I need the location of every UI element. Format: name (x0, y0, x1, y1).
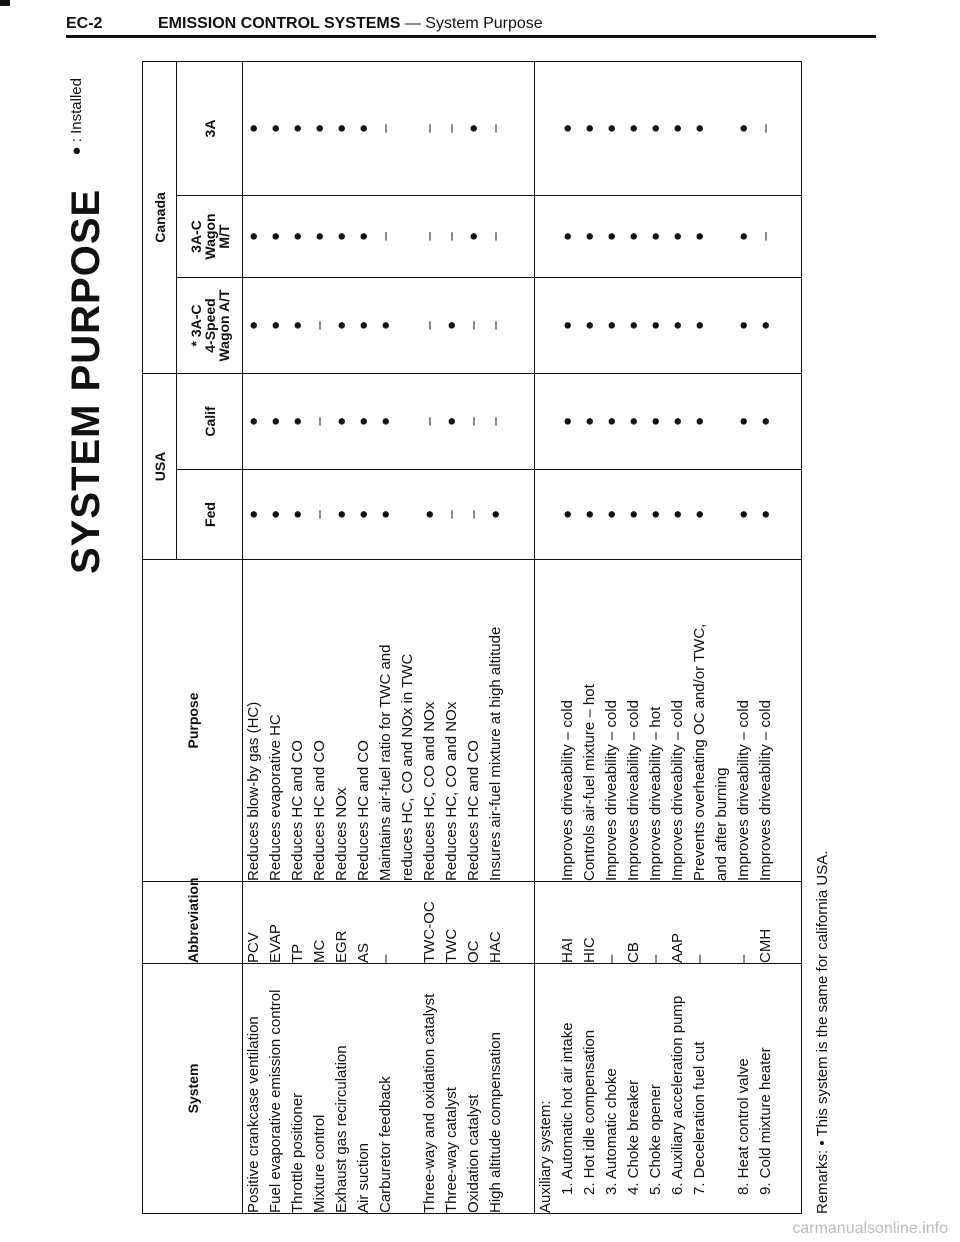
mark: ● (690, 509, 708, 520)
mark: – (421, 232, 438, 241)
purpose: reduces HC, CO and NOx in TWC (399, 653, 416, 881)
mark: ● (333, 509, 350, 520)
mark: ● (355, 509, 372, 520)
mark: ● (377, 320, 394, 331)
abbr: OC (465, 940, 482, 963)
sys-blank (711, 964, 733, 1213)
col-c2-line3: M/T (215, 224, 232, 249)
spacer (535, 374, 557, 469)
mark (397, 278, 419, 373)
mark: – (311, 510, 328, 519)
sys-choke: 3. Automatic choke (602, 1068, 620, 1195)
mark: ● (245, 416, 262, 427)
purpose: Reduces NOx (333, 787, 350, 881)
mark: ● (465, 231, 482, 242)
mark: ● (646, 320, 664, 331)
mark: – (487, 232, 504, 241)
mark: ● (602, 231, 620, 242)
mark (397, 196, 419, 277)
abbr: PCV (245, 932, 262, 963)
mark: – (443, 510, 460, 519)
mark: – (443, 124, 460, 133)
mark: – (421, 321, 438, 330)
col-c1-line1: * 3A-C (187, 304, 204, 347)
mark: ● (289, 231, 306, 242)
corner-mark (0, 0, 10, 6)
purpose: Improves driveability – cold (558, 700, 576, 881)
mark: ● (668, 416, 686, 427)
mark: – (465, 417, 482, 426)
sys-pcv: Positive crankcase ventilation (245, 1016, 262, 1213)
header-title-sub: System Purpose (425, 15, 543, 32)
mark: ● (624, 509, 642, 520)
mark: ● (734, 320, 752, 331)
abbr: MC (311, 939, 328, 963)
remarks: Remarks: • This system is the same for california USA. (814, 850, 831, 1214)
purpose: Reduces HC, CO and NOx (443, 701, 460, 881)
mark (711, 374, 733, 469)
purpose: Improves driveability – cold (756, 700, 774, 881)
installed-dot-icon: ● (68, 146, 85, 156)
sys-evap: Fuel evaporative emission control (267, 989, 284, 1213)
col-fed: Fed (177, 470, 243, 560)
mark (711, 278, 733, 373)
sec2-fed (534, 470, 801, 560)
mark: ● (443, 320, 460, 331)
mark: ● (311, 123, 328, 134)
abbr: – (690, 954, 708, 963)
mark: – (487, 417, 504, 426)
abbr (711, 882, 733, 963)
mark: ● (668, 123, 686, 134)
mark: ● (580, 231, 598, 242)
sys-feedback: Carburetor feedback (377, 1076, 394, 1213)
col-system: System (143, 964, 243, 1214)
sec1-purpose (243, 560, 535, 882)
sys-heat: 8. Heat control valve (734, 1058, 752, 1195)
mark: ● (668, 320, 686, 331)
sec2-canada-c3 (534, 61, 801, 195)
purpose: Improves driveability – cold (624, 700, 642, 881)
mark: ● (756, 416, 774, 427)
system-purpose-table (142, 61, 802, 1214)
col-c2-line2: Wagon (201, 213, 218, 260)
purpose: Reduces HC and CO (289, 740, 306, 881)
mark: ● (668, 231, 686, 242)
abbr: TWC-OC (421, 901, 438, 963)
mark (711, 470, 733, 559)
mark: ● (355, 231, 372, 242)
abbr: HAC (487, 931, 504, 963)
mark: ● (734, 509, 752, 520)
col-purpose: Purpose (143, 560, 243, 882)
mark: – (465, 321, 482, 330)
sys-as: Air suction (355, 1142, 372, 1213)
mark: ● (624, 320, 642, 331)
page-title: SYSTEM PURPOSE (64, 188, 108, 574)
sec1-canada-c2 (243, 196, 535, 278)
sys-mc: Mixture control (311, 1114, 328, 1213)
mark: – (487, 321, 504, 330)
sec2-purpose (534, 560, 801, 882)
header-title (158, 15, 543, 33)
purpose: Controls air-fuel mixture – hot (580, 684, 598, 881)
purpose: Reduces HC, CO and NOx (421, 701, 438, 881)
purpose: Improves driveability – cold (602, 700, 620, 881)
col-c2-line1: 3A-C (187, 220, 204, 253)
purpose: Improves driveability – cold (668, 700, 686, 881)
page-header (66, 14, 876, 38)
mark: ● (646, 123, 664, 134)
mark: ● (624, 231, 642, 242)
mark: ● (267, 123, 284, 134)
mark: ● (333, 123, 350, 134)
sys-hai: 1. Automatic hot air intake (558, 1022, 576, 1195)
abbr: – (646, 954, 664, 963)
purpose: Reduces evaporative HC (267, 714, 284, 881)
abbr: – (602, 954, 620, 963)
sys-hac: High altitude compensation (487, 1032, 504, 1213)
mark: ● (289, 509, 306, 520)
mark: – (421, 417, 438, 426)
abbr: – (734, 954, 752, 963)
mark: ● (377, 416, 394, 427)
mark: – (377, 124, 394, 133)
mark: ● (558, 509, 576, 520)
spacer (535, 196, 557, 277)
mark (397, 374, 419, 469)
sec2-system (534, 964, 801, 1214)
mark: ● (267, 320, 284, 331)
sec1-abbr (243, 882, 535, 964)
mark: – (465, 510, 482, 519)
mark: ● (421, 509, 438, 520)
sys-hic: 2. Hot idle compensation (580, 1029, 598, 1195)
aux-heading: Auxiliary system: (536, 1100, 554, 1213)
mark: ● (355, 416, 372, 427)
mark: ● (756, 509, 774, 520)
mark: ● (355, 123, 372, 134)
sec1-calif (243, 374, 535, 470)
mark: ● (465, 123, 482, 134)
mark: ● (646, 509, 664, 520)
sys-fuelcut: 7. Deceleration fuel cut (690, 1041, 708, 1195)
col-canada-3a: 3A (177, 61, 243, 195)
legend-text: : Installed (68, 78, 85, 143)
rotated-page (62, 62, 850, 1214)
mark (397, 470, 419, 559)
section-emission (243, 61, 535, 1213)
mark: ● (558, 416, 576, 427)
mark (397, 62, 419, 195)
sec1-system (243, 964, 535, 1214)
mark: ● (624, 416, 642, 427)
purpose: Reduces HC and CO (355, 740, 372, 881)
mark: – (487, 124, 504, 133)
col-abbreviation: Abbreviation (143, 882, 243, 964)
mark: – (756, 124, 774, 133)
mark: ● (443, 416, 460, 427)
mark: ● (646, 416, 664, 427)
mark: ● (602, 416, 620, 427)
abbr: EVAP (267, 924, 284, 963)
mark: ● (690, 416, 708, 427)
purpose: Maintains air-fuel ratio for TWC and (377, 644, 394, 881)
header-title-sep: — (400, 15, 426, 32)
mark: ● (245, 509, 262, 520)
watermark: carmanualsonline.info (792, 1220, 948, 1237)
mark: ● (668, 509, 686, 520)
legend (68, 78, 85, 155)
mark: ● (602, 509, 620, 520)
mark: ● (690, 320, 708, 331)
abbr: HAI (558, 937, 576, 963)
mark: ● (333, 416, 350, 427)
sys-cmh: 9. Cold mixture heater (756, 1047, 774, 1195)
mark: ● (267, 231, 284, 242)
mark: ● (333, 320, 350, 331)
mark: ● (646, 231, 664, 242)
col-usa: USA (143, 374, 177, 560)
sec1-canada-c3 (243, 61, 535, 195)
mark: ● (734, 123, 752, 134)
mark: ● (289, 320, 306, 331)
sec1-canada-c1 (243, 278, 535, 374)
mark: ● (734, 231, 752, 242)
purpose: Improves driveability – hot (646, 706, 664, 881)
mark: – (421, 124, 438, 133)
col-canada: Canada (143, 61, 177, 373)
abbr: CMH (756, 928, 774, 963)
abbr: CB (624, 942, 642, 963)
sys-blank (397, 964, 419, 1213)
mark: ● (333, 231, 350, 242)
mark: ● (289, 416, 306, 427)
section-auxiliary (534, 61, 801, 1213)
sys-tp: Throttle positioner (289, 1092, 306, 1213)
purpose: Reduces blow-by gas (HC) (245, 701, 262, 881)
sys-cb: 4. Choke breaker (624, 1079, 642, 1195)
purpose: Insures air-fuel mixture at high altitude (487, 626, 504, 881)
mark: ● (245, 231, 262, 242)
mark: – (311, 321, 328, 330)
mark: – (443, 232, 460, 241)
mark: ● (580, 123, 598, 134)
mark: ● (580, 416, 598, 427)
mark: ● (289, 123, 306, 134)
col-calif: Calif (177, 374, 243, 470)
abbr: EGR (333, 930, 350, 963)
mark: ● (580, 320, 598, 331)
mark: ● (690, 123, 708, 134)
purpose: Improves driveability – cold (734, 700, 752, 881)
purpose: Reduces HC and CO (465, 740, 482, 881)
abbr: TWC (443, 928, 460, 963)
purpose: Reduces HC and CO (311, 740, 328, 881)
purpose: Prevents overheating OC and/or TWC, (690, 623, 708, 881)
sec2-calif (534, 374, 801, 470)
sys-twc: Three-way catalyst (443, 1087, 460, 1213)
sec2-canada-c1 (534, 278, 801, 374)
sys-aap: 6. Auxiliary acceleration pump (668, 995, 686, 1195)
sec2-abbr (534, 882, 801, 964)
mark: ● (267, 416, 284, 427)
mark: – (311, 417, 328, 426)
sys-twc-oc: Three-way and oxidation catalyst (421, 993, 438, 1213)
mark: ● (245, 320, 262, 331)
mark (711, 196, 733, 277)
mark: ● (558, 123, 576, 134)
sys-oc: Oxidation catalyst (465, 1094, 482, 1213)
spacer (535, 470, 557, 559)
mark: – (377, 232, 394, 241)
col-canada-3ac-4speed (177, 278, 243, 374)
mark: ● (558, 231, 576, 242)
mark: ● (267, 509, 284, 520)
sec2-canada-c2 (534, 196, 801, 278)
mark: ● (690, 231, 708, 242)
mark: ● (624, 123, 642, 134)
mark: ● (580, 509, 598, 520)
mark: ● (245, 123, 262, 134)
mark: ● (487, 509, 504, 520)
mark (711, 62, 733, 195)
col-c1-line3: Wagon A/T (215, 289, 232, 362)
spacer (535, 62, 557, 195)
mark: ● (756, 320, 774, 331)
sec1-fed (243, 470, 535, 560)
spacer (535, 278, 557, 373)
header-title-main: EMISSION CONTROL SYSTEMS (158, 15, 401, 32)
col-c1-line2: 4-Speed (201, 298, 218, 353)
mark: ● (602, 123, 620, 134)
abbr: – (377, 954, 394, 963)
mark: ● (377, 509, 394, 520)
sys-opener: 5. Choke opener (646, 1084, 664, 1195)
mark: ● (558, 320, 576, 331)
mark: ● (602, 320, 620, 331)
spacer (535, 882, 557, 963)
page-code: EC-2 (66, 15, 103, 32)
abbr: AAP (668, 932, 686, 963)
sys-egr: Exhaust gas recirculation (333, 1045, 350, 1213)
mark: – (756, 232, 774, 241)
abbr: HIC (580, 937, 598, 963)
spacer (535, 560, 557, 881)
abbr (397, 882, 419, 963)
mark: ● (311, 231, 328, 242)
mark: ● (734, 416, 752, 427)
col-canada-3ac-wagon (177, 196, 243, 278)
mark: ● (355, 320, 372, 331)
abbr: AS (355, 942, 372, 963)
purpose: and after burning (712, 767, 730, 881)
abbr: TP (289, 943, 306, 963)
